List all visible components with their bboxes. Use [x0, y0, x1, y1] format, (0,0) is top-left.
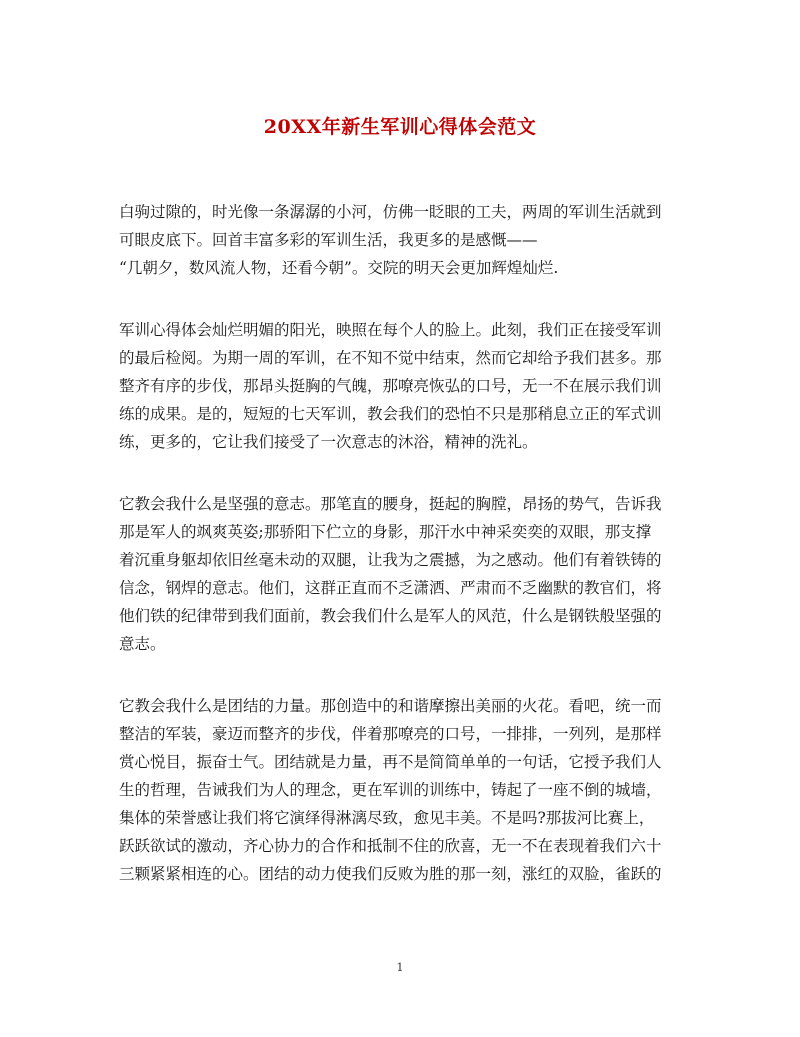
text-line: 意志。: [119, 635, 166, 653]
text-line: 它教会我什么是坚强的意志。那笔直的腰身，挺起的胸膛，昂扬的势气，告诉我: [119, 495, 662, 513]
text-line: 集体的荣誉感让我们将它演绎得淋漓尽致，愈见丰美。不是吗?那拔河比赛上，: [119, 809, 655, 827]
paragraph: [119, 490, 681, 658]
paragraph: [119, 316, 681, 456]
text-line: “几朝夕，数风流人物，还看今朝”。交院的明天会更加辉煌灿烂.: [119, 259, 559, 277]
text-line: 那是军人的飒爽英姿;那骄阳下伫立的身影，那汗水中神采奕奕的双眼，那支撑: [119, 523, 652, 541]
document-body: [119, 198, 681, 922]
text-line: 整齐有序的步伐，那昂头挺胸的气魄，那嘹亮恢弘的口号，无一不在展示我们训: [119, 377, 662, 395]
page-number: 1: [396, 961, 404, 974]
text-line: 的最后检阅。为期一周的军训，在不知不觉中结束，然而它却给予我们甚多。那: [119, 349, 662, 367]
text-line: 可眼皮底下。回首丰富多彩的军训生活，我更多的是感慨——: [119, 231, 538, 249]
text-line: 信念，钢焊的意志。他们，这群正直而不乏潇洒、严肃而不乏幽默的教官们，将: [119, 579, 662, 597]
text-line: 它教会我什么是团结的力量。那创造中的和谐摩擦出美丽的火花。看吧，统一而: [119, 697, 662, 715]
text-line: 练，更多的，它让我们接受了一次意志的沐浴，精神的洗礼。: [119, 433, 538, 451]
text-line: 练的成果。是的，短短的七天军训，教会我们的恐怕不只是那稍息立正的军式训: [119, 405, 662, 423]
text-line: 跃跃欲试的激动，齐心协力的合作和抵制不住的欣喜，无一不在表现着我们六十: [119, 837, 662, 855]
paragraph: [119, 692, 681, 888]
text-line: 赏心悦目，振奋士气。团结就是力量，再不是简简单单的一句话，它授予我们人: [119, 753, 662, 771]
paragraph: [119, 198, 681, 282]
text-line: 他们铁的纪律带到我们面前，教会我们什么是军人的风范，什么是钢铁般坚强的: [119, 607, 662, 625]
text-line: 三颗紧紧相连的心。团结的动力使我们反败为胜的那一刻，涨红的双脸，雀跃的: [119, 865, 662, 883]
text-line: 整洁的军装，豪迈而整齐的步伐，伴着那嘹亮的口号，一排排，一列列，是那样: [119, 725, 662, 743]
text-line: 白驹过隙的，时光像一条潺潺的小河，仿佛一眨眼的工夫，两周的军训生活就到: [119, 203, 662, 221]
document-title: 20XX年新生军训心得体会范文: [263, 116, 537, 138]
text-line: 军训心得体会灿烂明媚的阳光，映照在每个人的脸上。此刻，我们正在接受军训: [119, 321, 662, 339]
text-line: 着沉重身躯却依旧丝毫未动的双腿，让我为之震撼，为之感动。他们有着铁铸的: [119, 551, 662, 569]
text-line: 生的哲理，告诫我们为人的理念，更在军训的训练中，铸起了一座不倒的城墙，: [119, 781, 662, 799]
